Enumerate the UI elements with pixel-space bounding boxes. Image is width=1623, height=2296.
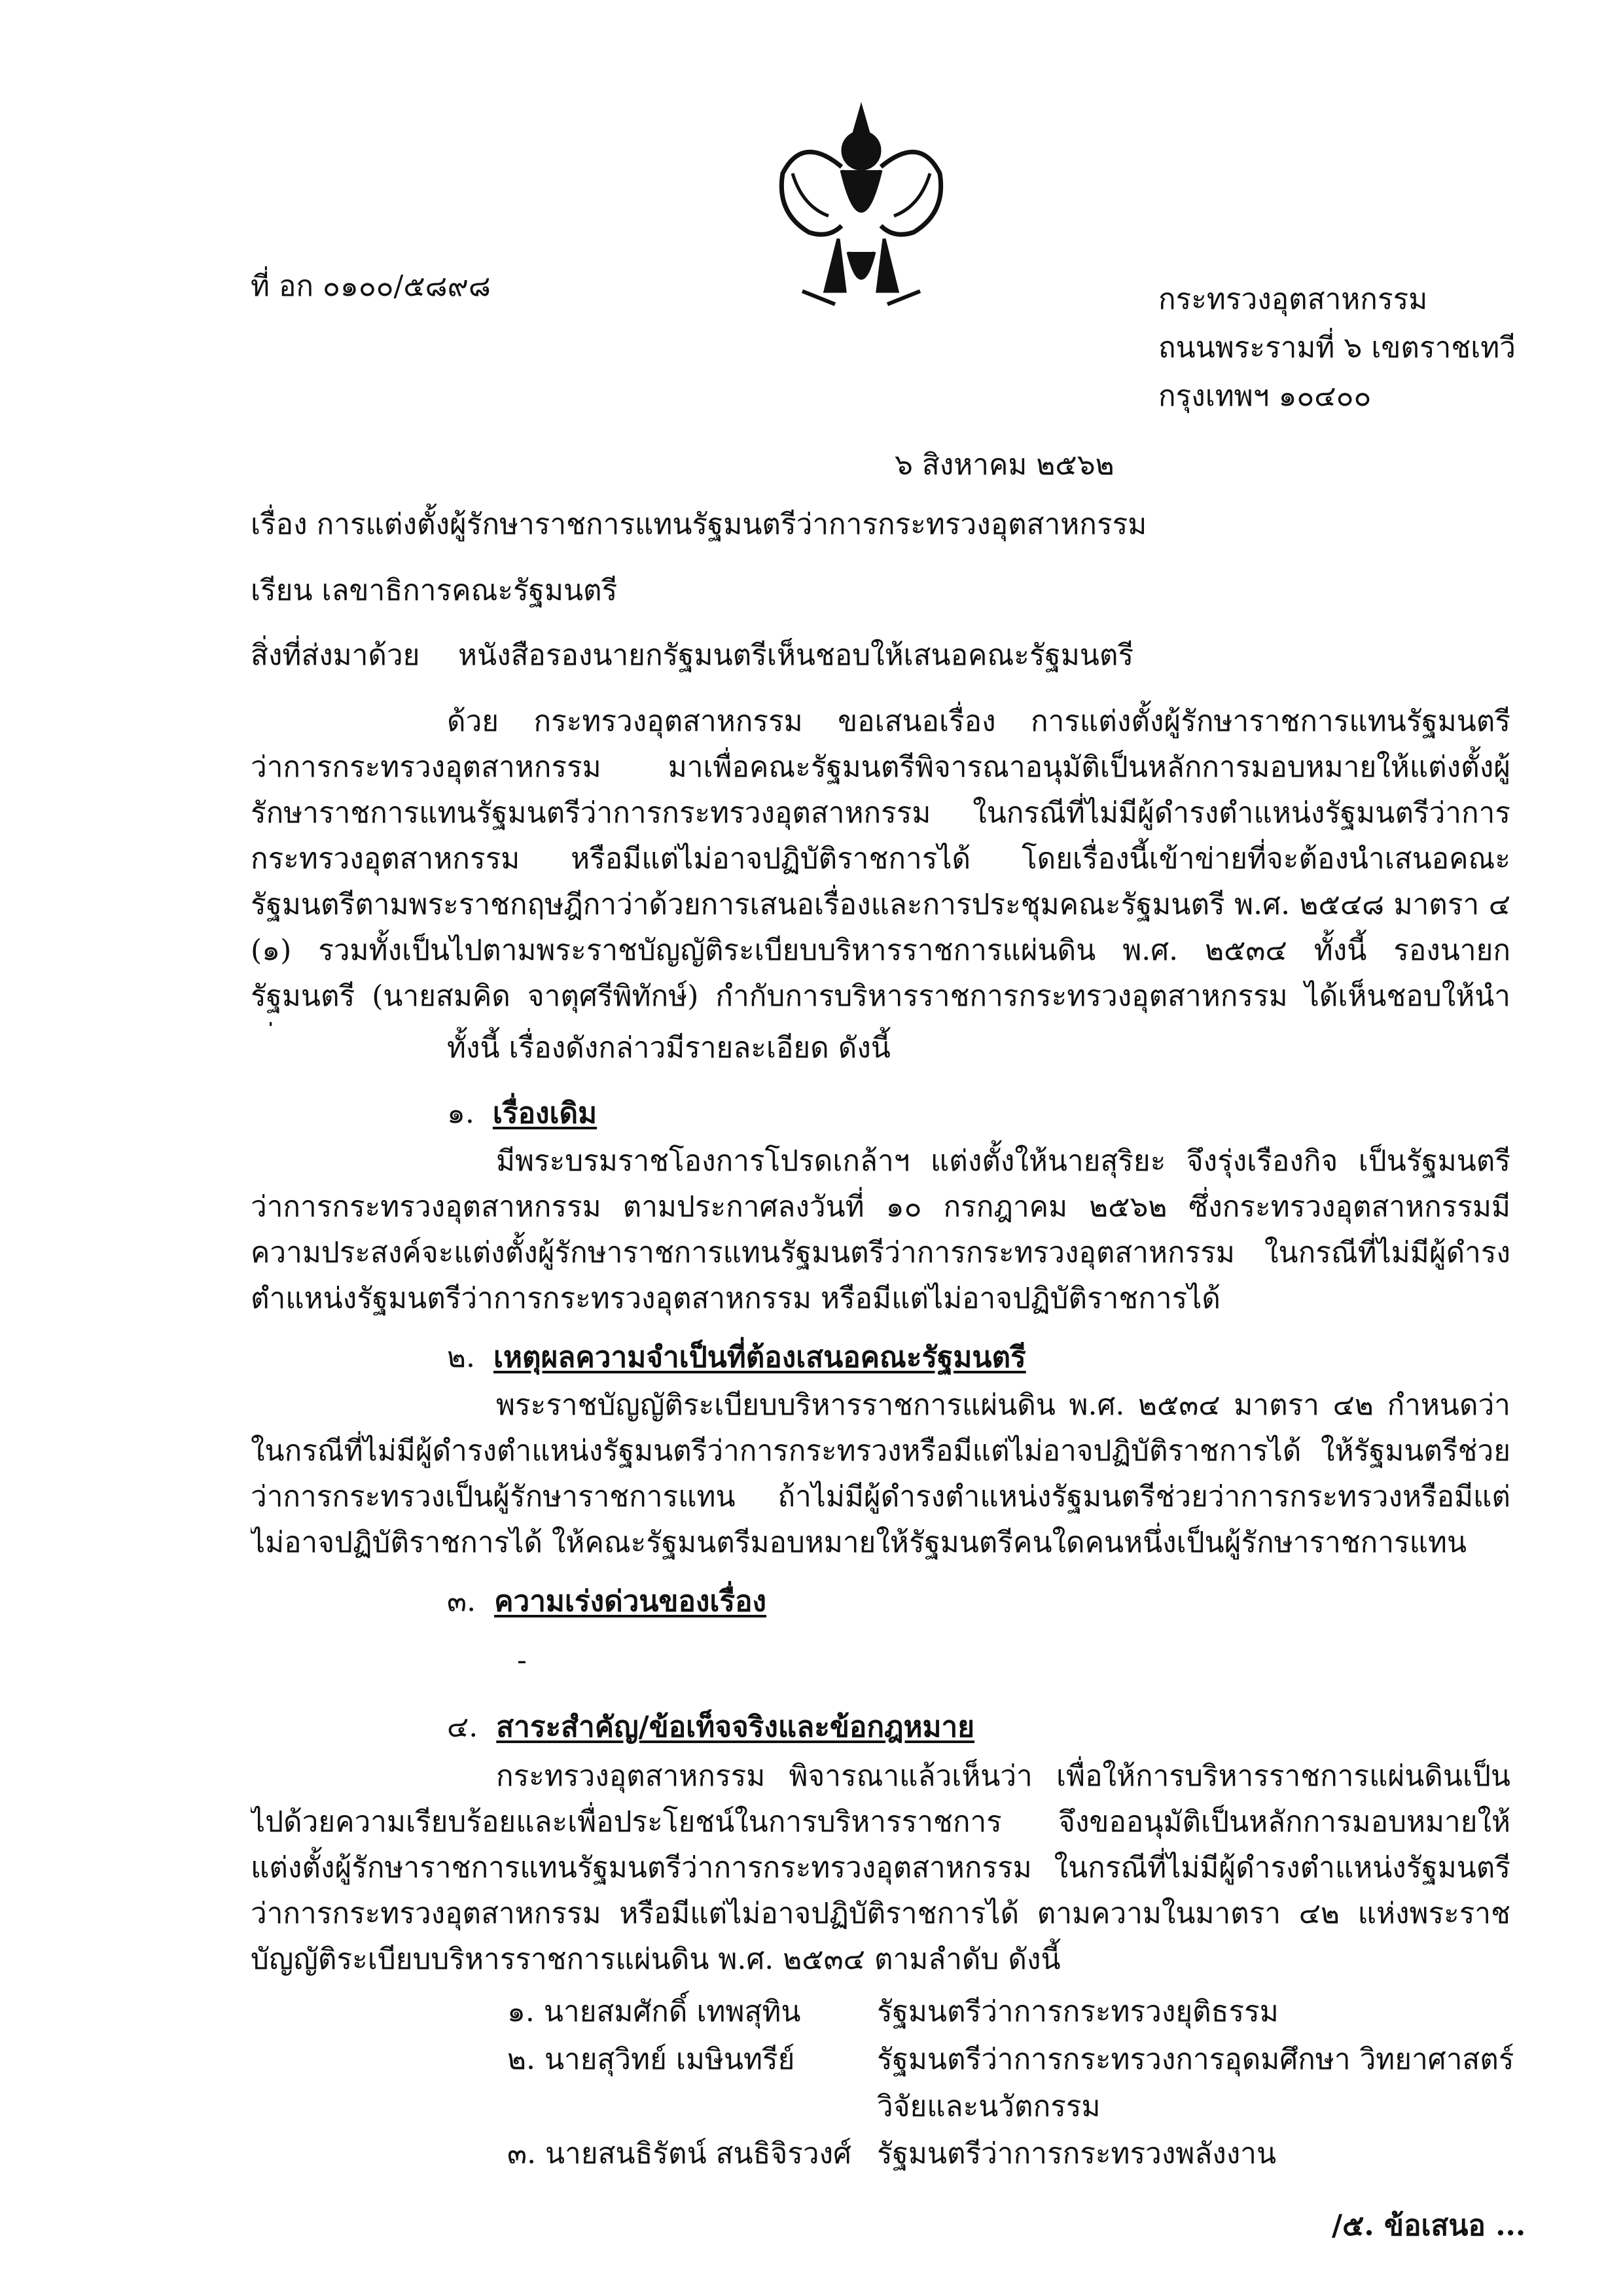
intro-paragraph: ด้วย กระทรวงอุตสาหกรรม ขอเสนอเรื่อง การแต่งตั้งผู้รักษาราชการแทนรัฐมนตรีว่าการกระทรวงอุตสาหกรรม มาเพื่อคณะรัฐมนตรีพิจารณาอนุมัติเป็นหลักการมอบหมายให้แต่งตั้งผู้รักษาราชการแทนรัฐมนตรีว่าการกระทรวงอุตสาหกรรม ในกรณีที่ไม่มีผู้ดำรงตำแหน่งรัฐมนตรีว่าการกระทรวงอุตสาหกรรม หรือมีแต่ไม่อาจปฏิบัติราชการได้ โดยเรื่องนี้เข้าข่ายที่จะต้องนำเสนอคณะรัฐมนตรีตามพระราชกฤษฎีกาว่าด้วยการเสนอเรื่องและการประชุมคณะรัฐมนตรี พ.ศ. ๒๕๔๘ มาตรา ๔ (๑) รวมทั้งเป็นไปตามพระราชบัญญัติระเบียบบริหารราชการแผ่นดิน พ.ศ. ๒๕๓๔ ทั้งนี้ รองนายกรัฐมนตรี (นายสมคิด จาตุศรีพิทักษ์) กำกับการบริหารราชการกระทรวงอุตสาหกรรม ได้เห็นชอบให้นำ <box>251 705 1510 1013</box>
section-4-text: กระทรวงอุตสาหกรรม พิจารณาแล้วเห็นว่า เพื่อให้การบริหารราชการแผ่นดินเป็นไปด้วยความเรียบร้อยและเพื่อประโยชน์ในการบริหารราชการ จึงขออนุมัติเป็นหลักการมอบหมายให้แต่งตั้งผู้รักษาราชการแทนรัฐมนตรีว่าการกระทรวงอุตสาหกรรม ในกรณีที่ไม่มีผู้ดำรงตำแหน่งรัฐมนตรีว่าการกระทรวงอุตสาหกรรม หรือมีแต่ไม่อาจปฏิบัติราชการได้ ตามความในมาตรา ๔๒ แห่งพระราชบัญญัติระเบียบบริหารราชการแผ่นดิน พ.ศ. ๒๕๓๔ ตามลำดับ ดังนี้ <box>251 1759 1510 1976</box>
section-3-text: - <box>517 1644 527 1677</box>
enclosure-text: หนังสือรองนายกรัฐมนตรีเห็นชอบให้เสนอคณะรัฐมนตรี <box>458 639 1134 672</box>
section-1-text: มีพระบรมราชโองการโปรดเกล้าฯ แต่งตั้งให้นายสุริยะ จึงรุ่งเรืองกิจ เป็นรัฐมนตรีว่าการกระทรวงอุตสาหกรรม ตามประกาศลงวันที่ ๑๐ กรกฎาคม ๒๕๖๒ ซึ่งกระทรวงอุตสาหกรรมมีความประสงค์จะแต่งตั้งผู้รักษาราชการแทนรัฐมนตรีว่าการกระทรวงอุตสาหกรรม ในกรณีที่ไม่มีผู้ดำรงตำแหน่งรัฐมนตรีว่าการกระทรวงอุตสาหกรรม หรือมีแต่ไม่อาจปฏิบัติราชการได้ <box>251 1144 1510 1315</box>
document-date: ๖ สิงหาคม ๒๕๖๒ <box>895 448 1115 482</box>
addressee-line: เรียน เลขาธิการคณะรัฐมนตรี <box>251 574 618 607</box>
document-number: ที่ อก ๐๑๐๐/๕๘๙๘ <box>251 270 491 303</box>
list-item: ๓. นายสนธิรัตน์ สนธิจิรวงศ์ <box>507 2137 852 2170</box>
ministry-address: ถนนพระรามที่ ๖ เขตราชเทวี <box>1158 331 1516 364</box>
continuation-marker: /๕. ข้อเสนอ ... <box>1332 2209 1526 2242</box>
list-item-position: รัฐมนตรีว่าการกระทรวงการอุดมศึกษา วิทยาศาสตร์ <box>877 2043 1514 2076</box>
list-item-position: รัฐมนตรีว่าการกระทรวงพลังงาน <box>877 2137 1277 2170</box>
list-item: ๒. นายสุวิทย์ เมษินทรีย์ <box>507 2043 795 2076</box>
list-item-position: รัฐมนตรีว่าการกระทรวงยุติธรรม <box>877 1995 1279 2028</box>
section-1-heading: ๑. เรื่องเดิม <box>447 1097 597 1130</box>
section-2-heading: ๒. เหตุผลความจำเป็นที่ต้องเสนอคณะรัฐมนตรี <box>447 1341 1026 1374</box>
section-4-heading: ๔. สาระสำคัญ/ข้อเท็จจริงและข้อกฎหมาย <box>447 1710 975 1744</box>
section-3-heading: ๓. ความเร่งด่วนของเรื่อง <box>447 1585 766 1618</box>
subject-line: เรื่อง การแต่งตั้งผู้รักษาราชการแทนรัฐมนตรีว่าการกระทรวงอุตสาหกรรม <box>251 508 1147 541</box>
detail-intro: ทั้งนี้ เรื่องดังกล่าวมีรายละเอียด ดังนี้ <box>447 1031 891 1065</box>
list-item: ๑. นายสมศักดิ์ เทพสุทิน <box>507 1995 801 2028</box>
garuda-emblem <box>763 95 959 317</box>
ministry-city: กรุงเทพฯ ๑๐๔๐๐ <box>1158 380 1372 413</box>
ministry-name: กระทรวงอุตสาหกรรม <box>1158 283 1428 316</box>
section-2-text: พระราชบัญญัติระเบียบบริหารราชการแผ่นดิน พ.ศ. ๒๕๓๔ มาตรา ๔๒ กำหนดว่า ในกรณีที่ไม่มีผู้ดำรงตำแหน่งรัฐมนตรีว่าการกระทรวงหรือมีแต่ไม่อาจปฏิบัติราชการได้ ให้รัฐมนตรีช่วยว่าการกระทรวงเป็นผู้รักษาราชการแทน ถ้าไม่มีผู้ดำรงตำแหน่งรัฐมนตรีช่วยว่าการกระทรวงหรือมีแต่ไม่อาจปฏิบัติราชการได้ ให้คณะรัฐมนตรีมอบหมายให้รัฐมนตรีคนใดคนหนึ่งเป็นผู้รักษาราชการแทน <box>251 1388 1510 1559</box>
enclosure-label: สิ่งที่ส่งมาด้วย <box>251 639 420 672</box>
list-item-position-cont: วิจัยและนวัตกรรม <box>877 2090 1101 2123</box>
